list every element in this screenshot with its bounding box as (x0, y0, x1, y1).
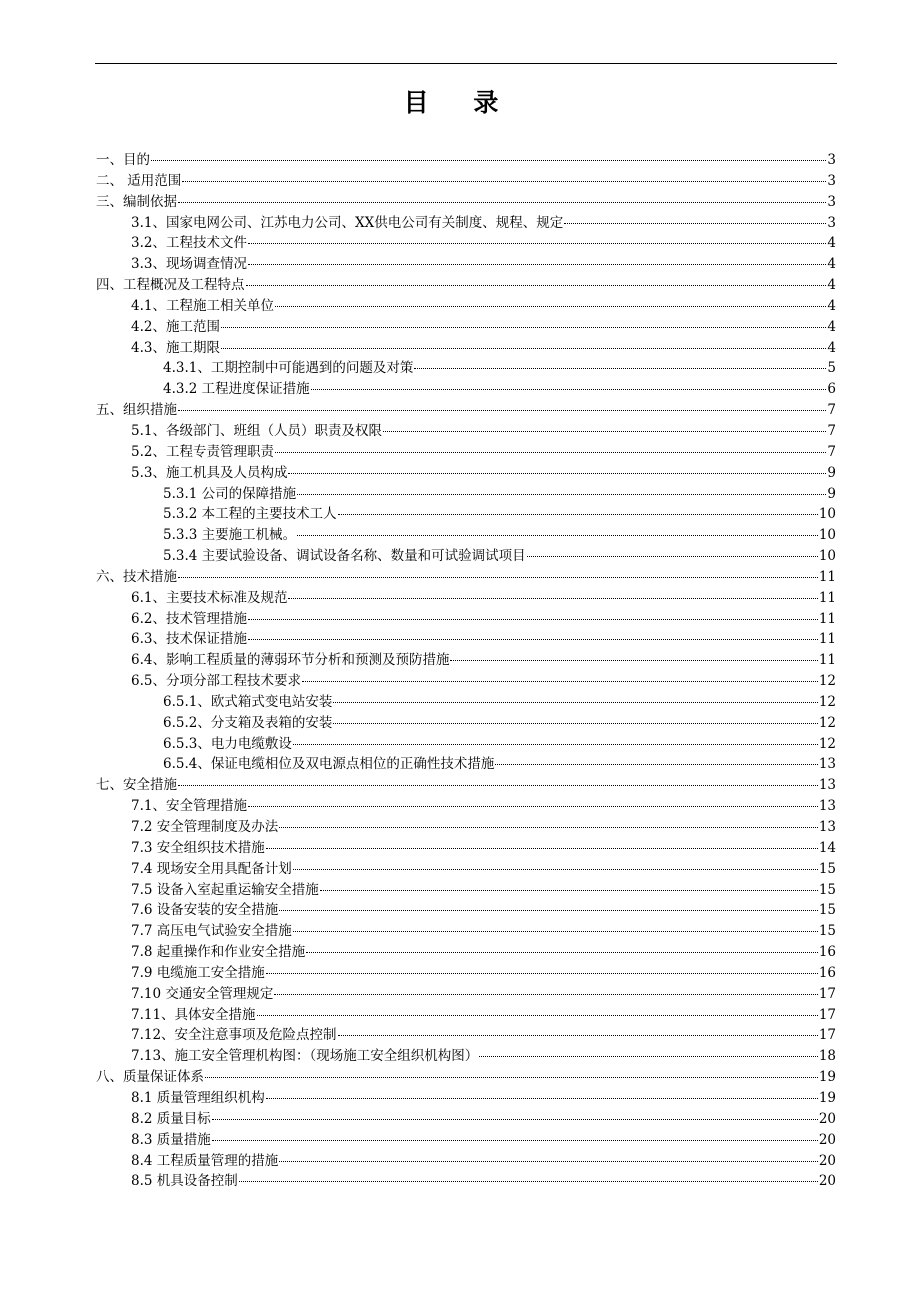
toc-entry-label: 3.3、现场调查情况 (131, 256, 247, 273)
toc-entry-page: 4 (827, 277, 836, 294)
toc-entry-label: 5.1、各级部门、班组（人员）职责及权限 (131, 422, 382, 439)
toc-dot-leader (248, 639, 818, 640)
toc-entry-page: 13 (818, 756, 836, 773)
toc-entry-page: 13 (818, 798, 836, 815)
toc-entry-page: 12 (818, 735, 836, 752)
toc-entry[interactable] (96, 525, 836, 546)
toc-entry-page: 4 (827, 235, 836, 252)
toc-entry-label: 4.2、施工范围 (131, 318, 220, 335)
toc-entry-label: 五、组织措施 (96, 402, 177, 419)
toc-dot-leader (311, 389, 827, 390)
toc-entry-label: 6.5.4、保证电缆相位及双电源点相位的正确性技术措施 (163, 756, 495, 773)
toc-entry-label: 二、 适用范围 (96, 172, 182, 189)
toc-entry-page: 17 (818, 1006, 836, 1023)
toc-entry-page: 5 (827, 360, 836, 377)
toc-entry-page: 12 (818, 673, 836, 690)
toc-entry-page: 4 (827, 297, 836, 314)
toc-entry-page: 7 (827, 402, 836, 419)
toc-entry-label: 8.1 质量管理组织机构 (131, 1089, 265, 1106)
toc-entry-page: 10 (818, 506, 836, 523)
toc-dot-leader (266, 973, 818, 974)
toc-entry-label: 7.12、安全注意事项及危险点控制 (131, 1027, 337, 1044)
toc-entry-page: 15 (818, 902, 836, 919)
toc-entry[interactable] (96, 692, 836, 713)
toc-entry-label: 7.3 安全组织技术措施 (131, 839, 265, 856)
toc-entry-page: 6 (827, 381, 836, 398)
toc-entry-page: 11 (818, 610, 836, 627)
toc-entry[interactable] (96, 296, 836, 317)
toc-entry-page: 4 (827, 256, 836, 273)
toc-entry-page: 16 (818, 944, 836, 961)
toc-dot-leader (212, 1140, 818, 1141)
toc-entry-page: 11 (818, 568, 836, 585)
toc-dot-leader (383, 431, 826, 432)
toc-dot-leader (279, 827, 818, 828)
toc-entry[interactable] (96, 254, 836, 275)
toc-entry-page: 9 (827, 485, 836, 502)
toc-entry-page: 19 (818, 1069, 836, 1086)
toc-entry-label: 一、目的 (96, 152, 150, 168)
toc-entry-label: 4.3.2 工程进度保证措施 (163, 381, 310, 398)
toc-entry[interactable] (96, 671, 836, 692)
toc-entry-label: 7.13、施工安全管理机构图：（现场施工安全组织机构图） (131, 1048, 479, 1065)
toc-dot-leader (248, 243, 826, 244)
toc-entry-page: 3 (827, 172, 836, 189)
toc-dot-leader (338, 1035, 818, 1036)
toc-entry-label: 8.5 机具设备控制 (131, 1173, 238, 1190)
toc-entry[interactable] (96, 838, 836, 859)
toc-dot-leader (288, 473, 826, 474)
toc-entry[interactable] (96, 150, 836, 171)
toc-entry-label: 7.1、安全管理措施 (131, 798, 247, 815)
toc-entry[interactable] (96, 275, 836, 296)
toc-entry[interactable] (96, 984, 836, 1005)
toc-entry-label: 四、工程概况及工程特点 (96, 277, 245, 294)
toc-entry-label: 7.5 设备入室起重运输安全措施 (131, 881, 319, 898)
toc-entry-page: 9 (827, 464, 836, 481)
toc-entry-page: 4 (827, 339, 836, 356)
toc-entry[interactable] (96, 900, 836, 921)
toc-entry-page: 11 (818, 652, 836, 669)
toc-entry-page: 4 (827, 318, 836, 335)
toc-dot-leader (239, 1181, 818, 1182)
toc-entry[interactable] (96, 171, 836, 192)
toc-entry-label: 5.2、工程专责管理职责 (131, 443, 274, 460)
toc-entry-page: 10 (818, 527, 836, 544)
page-title: 目 录 (403, 88, 517, 117)
toc-entry-page: 15 (818, 860, 836, 877)
toc-dot-leader (479, 1056, 818, 1057)
toc-entry[interactable] (96, 379, 836, 400)
toc-entry-label: 7.7 高压电气试验安全措施 (131, 923, 292, 940)
toc-entry[interactable] (96, 484, 836, 505)
toc-dot-leader (248, 806, 818, 807)
toc-entry-label: 8.4 工程质量管理的措施 (131, 1152, 279, 1169)
toc-entry-page: 3 (827, 193, 836, 210)
toc-entry-page: 13 (818, 819, 836, 835)
toc-dot-leader (275, 306, 826, 307)
toc-entry-label: 3.2、工程技术文件 (131, 235, 247, 252)
toc-dot-leader (151, 160, 826, 161)
toc-dot-leader (266, 848, 818, 849)
toc-dot-leader (302, 681, 818, 682)
toc-entry-label: 7.8 起重操作和作业安全措施 (131, 944, 306, 961)
toc-entry[interactable] (96, 775, 836, 796)
toc-entry-label: 7.11、具体安全措施 (131, 1006, 256, 1023)
toc-dot-leader (266, 1098, 818, 1099)
toc-entry[interactable] (96, 192, 836, 213)
toc-dot-leader (450, 660, 817, 661)
toc-entry-label: 6.1、主要技术标准及规范 (131, 589, 288, 606)
toc-entry[interactable] (96, 734, 836, 755)
toc-entry-page: 19 (818, 1089, 836, 1106)
toc-dot-leader (178, 577, 818, 578)
toc-entry[interactable] (96, 338, 836, 359)
toc-entry[interactable] (96, 588, 836, 609)
toc-entry[interactable] (96, 546, 836, 567)
toc-entry[interactable] (96, 358, 836, 379)
toc-entry-page: 11 (818, 631, 836, 648)
toc-entry-page: 12 (818, 693, 836, 710)
toc-dot-leader (527, 556, 818, 557)
toc-entry-page: 12 (818, 714, 836, 731)
toc-entry[interactable] (96, 859, 836, 880)
toc-entry[interactable] (96, 817, 836, 838)
toc-dot-leader (279, 910, 818, 911)
toc-entry[interactable] (96, 880, 836, 901)
toc-dot-leader (248, 264, 826, 265)
toc-entry-page: 20 (818, 1110, 836, 1127)
toc-entry[interactable] (96, 650, 836, 671)
toc-entry-page: 10 (818, 548, 836, 565)
toc-dot-leader (306, 952, 818, 953)
toc-entry[interactable] (96, 754, 836, 775)
toc-dot-leader (178, 785, 818, 786)
toc-entry-page: 18 (818, 1048, 836, 1065)
toc-dot-leader (246, 285, 827, 286)
toc-entry-page: 14 (818, 839, 836, 856)
toc-entry[interactable] (96, 921, 836, 942)
toc-dot-leader (495, 764, 817, 765)
toc-entry-page: 3 (827, 152, 836, 168)
toc-entry-label: 5.3.4 主要试验设备、调试设备名称、数量和可试验调试项目 (163, 548, 526, 565)
toc-dot-leader (221, 327, 826, 328)
toc-entry[interactable] (96, 400, 836, 421)
toc-entry-label: 8.3 质量措施 (131, 1131, 211, 1148)
toc-entry[interactable] (96, 1088, 836, 1109)
toc-dot-leader (297, 494, 826, 495)
toc-dot-leader (414, 368, 826, 369)
toc-entry-label: 3.1、国家电网公司、江苏电力公司、XX供电公司有关制度、规程、规定 (131, 214, 564, 231)
toc-entry-page: 7 (827, 443, 836, 460)
toc-entry-page: 15 (818, 923, 836, 940)
toc-entry-label: 7.6 设备安装的安全措施 (131, 902, 279, 919)
toc-entry[interactable] (96, 942, 836, 963)
toc-entry-label: 4.3、施工期限 (131, 339, 220, 356)
toc-entry[interactable] (96, 963, 836, 984)
toc-entry-page: 13 (818, 777, 836, 794)
toc-entry[interactable] (96, 233, 836, 254)
toc-entry-label: 6.3、技术保证措施 (131, 631, 247, 648)
toc-entry[interactable] (96, 609, 836, 630)
toc-entry-page: 16 (818, 964, 836, 981)
toc-entry-label: 六、技术措施 (96, 568, 177, 585)
toc-entry-label: 4.1、工程施工相关单位 (131, 297, 274, 314)
toc-entry[interactable] (96, 1171, 836, 1192)
toc-entry[interactable] (96, 1130, 836, 1151)
toc-entry-label: 三、编制依据 (96, 193, 177, 210)
toc-dot-leader (205, 1077, 818, 1078)
toc-dot-leader (178, 410, 826, 411)
toc-entry-label: 6.5、分项分部工程技术要求 (131, 673, 301, 690)
toc-entry-label: 6.5.2、分支箱及表箱的安装 (163, 714, 333, 731)
toc-entry-page: 20 (818, 1131, 836, 1148)
toc-dot-leader (182, 181, 826, 182)
toc-dot-leader (320, 890, 818, 891)
header-rule (95, 63, 837, 64)
toc-dot-leader (221, 348, 826, 349)
toc-entry-label: 6.5.1、欧式箱式变电站安装 (163, 693, 333, 710)
toc-entry[interactable] (96, 442, 836, 463)
toc-entry-label: 7.2 安全管理制度及办法 (131, 819, 279, 835)
toc-entry[interactable] (96, 796, 836, 817)
toc-entry[interactable] (96, 567, 836, 588)
toc-entry-label: 5.3.2 本工程的主要技术工人 (163, 506, 337, 523)
toc-entry-page: 20 (818, 1173, 836, 1190)
toc-entry[interactable] (96, 1109, 836, 1130)
table-of-contents (96, 150, 836, 1192)
toc-dot-leader (212, 1119, 818, 1120)
toc-entry-label: 6.4、影响工程质量的薄弱环节分析和预测及预防措施 (131, 652, 450, 669)
toc-entry-page: 11 (818, 589, 836, 606)
toc-dot-leader (333, 723, 817, 724)
toc-entry-label: 6.2、技术管理措施 (131, 610, 247, 627)
toc-dot-leader (333, 702, 817, 703)
toc-entry[interactable] (96, 504, 836, 525)
toc-entry-page: 15 (818, 881, 836, 898)
toc-entry-label: 5.3、施工机具及人员构成 (131, 464, 288, 481)
toc-dot-leader (564, 223, 826, 224)
toc-entry-label: 7.9 电缆施工安全措施 (131, 964, 265, 981)
toc-dot-leader (288, 598, 817, 599)
toc-dot-leader (293, 869, 818, 870)
toc-dot-leader (279, 1161, 818, 1162)
toc-entry-label: 八、质量保证体系 (96, 1069, 204, 1086)
toc-dot-leader (293, 931, 818, 932)
toc-entry-label: 5.3.3 主要施工机械。 (163, 527, 297, 544)
toc-entry[interactable] (96, 1067, 836, 1088)
toc-dot-leader (257, 1015, 818, 1016)
toc-entry[interactable] (96, 713, 836, 734)
toc-entry-label: 7.4 现场安全用具配备计划 (131, 860, 292, 877)
toc-entry-label: 4.3.1、工期控制中可能遇到的问题及对策 (163, 360, 414, 377)
toc-dot-leader (297, 535, 818, 536)
toc-entry-page: 17 (818, 985, 836, 1002)
toc-entry[interactable] (96, 1025, 836, 1046)
toc-entry[interactable] (96, 421, 836, 442)
toc-entry-label: 5.3.1 公司的保障措施 (163, 485, 297, 502)
toc-entry[interactable] (96, 629, 836, 650)
toc-entry[interactable] (96, 213, 836, 234)
toc-dot-leader (248, 619, 818, 620)
toc-entry[interactable] (96, 1046, 836, 1067)
toc-entry[interactable] (96, 1005, 836, 1026)
toc-entry-page: 20 (818, 1152, 836, 1169)
toc-entry[interactable] (96, 1151, 836, 1172)
toc-entry-label: 8.2 质量目标 (131, 1110, 211, 1127)
toc-entry[interactable] (96, 463, 836, 484)
toc-dot-leader (275, 452, 826, 453)
toc-dot-leader (274, 994, 817, 995)
toc-dot-leader (178, 202, 826, 203)
toc-dot-leader (293, 744, 818, 745)
toc-dot-leader (338, 514, 818, 515)
toc-entry-label: 7.10 交通安全管理规定 (131, 985, 274, 1002)
toc-entry[interactable] (96, 317, 836, 338)
toc-entry-page: 3 (827, 214, 836, 231)
toc-entry-label: 七、安全措施 (96, 777, 177, 794)
toc-entry-label: 6.5.3、电力电缆敷设 (163, 735, 292, 752)
toc-entry-page: 7 (827, 422, 836, 439)
toc-entry-page: 17 (818, 1027, 836, 1044)
